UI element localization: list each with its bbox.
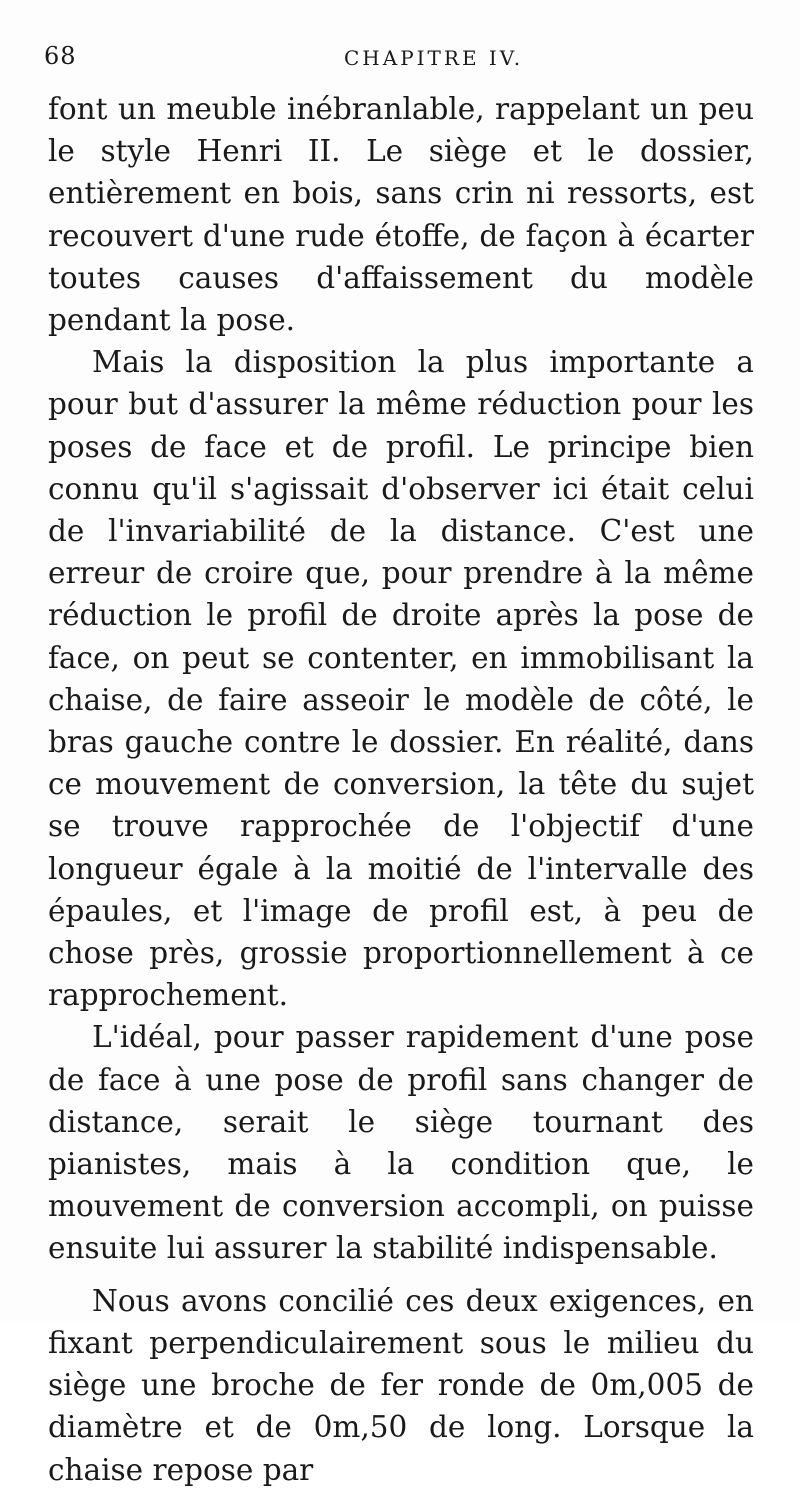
body-text	[48, 88, 754, 1491]
page-header	[44, 42, 764, 82]
paragraph-continuation: font un meuble inébranlable, rappelant un peu le style Henri II. Le siège et le dossier, entièrement en bois, sans crin ni ressorts, est recouvert d'une rude étoffe, de façon à écarter toutes causes d'affaissement du modèle pendant la pose.	[48, 92, 754, 338]
paragraph: L'idéal, pour passer rapidement d'une pose de face à une pose de profil sans changer de distance, serait le siège tournant des pianistes, mais à la condition que, le mouvement de conversion accompli, on puisse ensuite lui assurer la stabilité indispensable.	[48, 1020, 754, 1266]
running-head: CHAPITRE IV.	[344, 46, 524, 70]
paragraph: Nous avons concilié ces deux exigences, en fixant perpendiculairement sous le milieu du siège une broche de fer ronde de 0m,005 de diamètre et de 0m,50 de long. Lorsque la chaise repose par	[48, 1283, 754, 1487]
page-number: 68	[44, 42, 77, 70]
paragraph: Mais la disposition la plus importante a pour but d'assurer la même réduction pour les poses de face et de profil. Le principe bien connu qu'il s'agissait d'observer ici était celui de l'invariabilité de la distance. C'est une erreur de croire que, pour prendre à la même réduction le profil de droite après la pose de face, on peut se contenter, en immobilisant la chaise, de faire asseoir le modèle de côté, le bras gauche contre le dossier. En réalité, dans ce mouvement de conversion, la tête du sujet se trouve rapprochée de l'objectif d'une longueur égale à la moitié de l'intervalle des épaules, et l'image de profil est, à peu de chose près, grossie proportionnellement à ce rapprochement.	[48, 345, 754, 1013]
